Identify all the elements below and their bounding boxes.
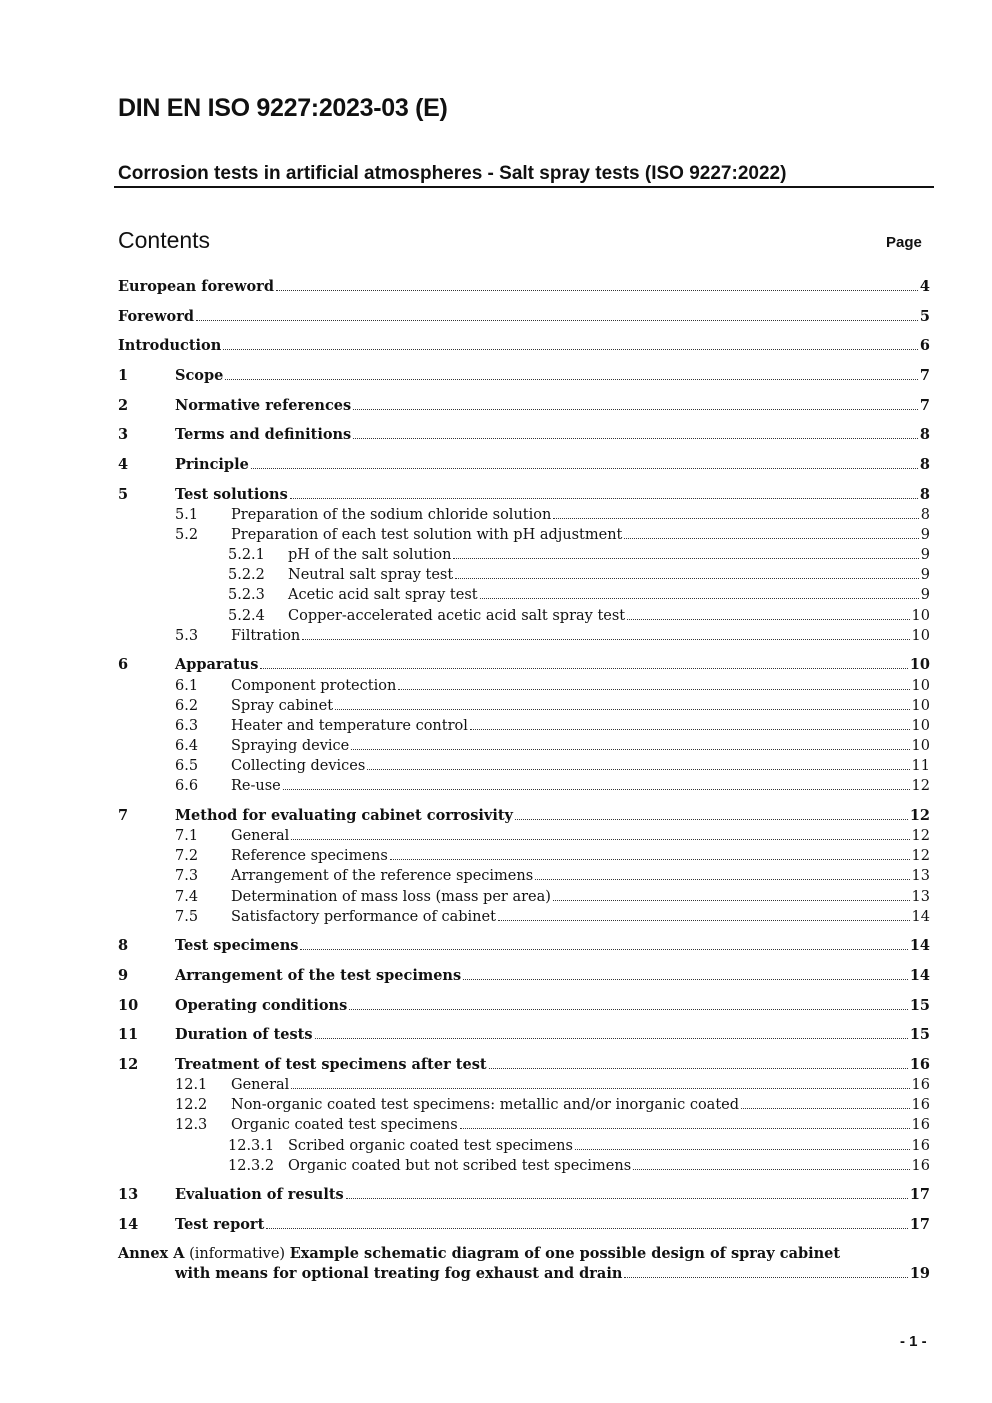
toc-entry-label: General xyxy=(231,828,290,844)
toc-entry-page: 13 xyxy=(911,868,930,884)
toc-entry-page: 10 xyxy=(909,656,930,673)
toc-entry-label: Preparation of the sodium chloride solution xyxy=(231,507,552,523)
toc-entry[interactable] xyxy=(118,425,930,445)
toc-entry-page: 9 xyxy=(920,547,930,563)
toc-entry-label: Scope xyxy=(175,367,224,384)
toc-entry[interactable] xyxy=(118,1115,930,1135)
toc-entry[interactable] xyxy=(118,366,930,386)
toc-entry-number: 7.2 xyxy=(175,848,199,864)
toc-entry-label: Test specimens xyxy=(175,937,299,954)
toc-entry-page: 10 xyxy=(911,628,930,644)
toc-entry[interactable] xyxy=(118,826,930,846)
toc-entry-number: 8 xyxy=(118,937,129,954)
toc-entry[interactable] xyxy=(118,846,930,866)
toc-entry-page: 16 xyxy=(909,1056,930,1073)
toc-entry-page: 9 xyxy=(920,567,930,583)
toc-entry-label: General xyxy=(231,1077,290,1093)
toc-entry-number: 9 xyxy=(118,967,129,984)
toc-entry[interactable] xyxy=(118,866,930,886)
toc-entry-number: 5 xyxy=(118,486,129,503)
toc-entry[interactable] xyxy=(118,1156,930,1176)
toc-entry-number: 5.1 xyxy=(175,507,199,523)
toc-entry-label: Principle xyxy=(175,456,249,473)
toc-entry-label: Method for evaluating cabinet corrosivity xyxy=(175,807,513,824)
toc-entry-page: 6 xyxy=(919,337,930,354)
toc-entry-page: 16 xyxy=(911,1138,930,1154)
dot-leader xyxy=(266,1228,908,1229)
toc-entry-label: Organic coated but not scribed test specimens xyxy=(288,1158,632,1174)
toc-entry-label: Operating conditions xyxy=(175,997,348,1014)
annex-prefix: Annex A xyxy=(118,1245,185,1262)
toc-entry-number: 1 xyxy=(118,367,129,384)
toc-entry[interactable] xyxy=(118,907,930,927)
toc-entry-label: Organic coated test specimens xyxy=(231,1117,458,1133)
annex-qualifier: (informative) xyxy=(189,1246,286,1262)
toc-entry-label: Satisfactory performance of cabinet xyxy=(231,909,496,925)
toc-entry-page: 10 xyxy=(911,608,930,624)
dot-leader xyxy=(302,639,909,640)
toc-entry-page: 9 xyxy=(920,527,930,543)
toc-entry-page: 7 xyxy=(919,367,930,384)
toc-entry-page: 13 xyxy=(911,889,930,905)
toc-entry-label: European foreword xyxy=(118,278,274,295)
toc-entry-number: 5.2.2 xyxy=(228,567,265,583)
toc-entry-label: Evaluation of results xyxy=(175,1186,344,1203)
toc-entry-number: 6.5 xyxy=(175,758,199,774)
dot-leader xyxy=(346,1198,908,1199)
dot-leader xyxy=(453,558,918,559)
toc-entry-number: 7.4 xyxy=(175,889,199,905)
toc-entry-number: 6.3 xyxy=(175,718,199,734)
toc-entry[interactable] xyxy=(118,626,930,646)
toc-entry-number: 12.3 xyxy=(175,1117,208,1133)
page-column-heading: Page xyxy=(886,234,922,251)
toc-entry-page: 16 xyxy=(911,1077,930,1093)
dot-leader xyxy=(463,979,908,980)
toc-entry-label: Spraying device xyxy=(231,738,350,754)
toc-entry-label: Acetic acid salt spray test xyxy=(288,587,478,603)
toc-entry-number: 3 xyxy=(118,426,129,443)
toc-entry-label: Foreword xyxy=(118,308,194,325)
toc-entry-page: 10 xyxy=(911,678,930,694)
dot-leader xyxy=(390,859,910,860)
dot-leader xyxy=(335,709,910,710)
dot-leader xyxy=(196,320,918,321)
dot-leader xyxy=(455,578,919,579)
dot-leader xyxy=(741,1108,910,1109)
toc-entry-page: 14 xyxy=(911,909,930,925)
toc-entry[interactable] xyxy=(118,1075,930,1095)
toc-entry-label: Heater and temperature control xyxy=(231,718,468,734)
toc-entry-label: Component protection xyxy=(231,678,397,694)
toc-entry-label: pH of the salt solution xyxy=(288,547,452,563)
toc-entry-page: 17 xyxy=(909,1186,930,1203)
toc-entry-number: 12 xyxy=(118,1056,139,1073)
dot-leader xyxy=(624,538,918,539)
toc-entry[interactable] xyxy=(118,525,930,545)
toc-entry-number: 6.1 xyxy=(175,678,199,694)
dot-leader xyxy=(553,900,910,901)
toc-entry-page: 12 xyxy=(911,778,930,794)
toc-entry[interactable] xyxy=(118,505,930,525)
toc-entry-label: Non-organic coated test specimens: metallic and/or inorganic coated xyxy=(231,1097,740,1113)
toc-entry-page: 8 xyxy=(920,507,930,523)
toc-entry[interactable] xyxy=(118,1025,930,1045)
toc-entry-label: Apparatus xyxy=(175,656,259,673)
toc-entry-page: 7 xyxy=(919,397,930,414)
toc-entry[interactable] xyxy=(118,676,930,696)
dot-leader xyxy=(353,409,918,410)
dot-leader xyxy=(470,729,910,730)
toc-entry-label: Spray cabinet xyxy=(231,698,334,714)
toc-entry-number: 11 xyxy=(118,1026,139,1043)
toc-entry[interactable] xyxy=(118,936,930,956)
toc-entry[interactable] xyxy=(118,887,930,907)
toc-entry[interactable] xyxy=(118,565,930,585)
toc-entry[interactable] xyxy=(118,1095,930,1115)
dot-leader xyxy=(498,920,910,921)
toc-entry-label: Arrangement of the reference specimens xyxy=(231,868,534,884)
dot-leader xyxy=(251,468,918,469)
toc-entry-number: 2 xyxy=(118,397,129,414)
toc-entry-page: 12 xyxy=(911,848,930,864)
dot-leader xyxy=(553,518,918,519)
toc-entry[interactable] xyxy=(118,307,930,327)
toc-entry[interactable] xyxy=(118,277,930,297)
dot-leader xyxy=(624,1277,907,1278)
toc-entry-page: 12 xyxy=(911,828,930,844)
dot-leader xyxy=(276,290,918,291)
dot-leader xyxy=(489,1068,908,1069)
dot-leader xyxy=(291,1088,909,1089)
page-footer: - 1 - xyxy=(900,1333,927,1350)
toc-entry[interactable] xyxy=(118,966,930,986)
toc-entry[interactable] xyxy=(118,606,930,626)
toc-entry-page: 14 xyxy=(909,967,930,984)
dot-leader xyxy=(315,1038,908,1039)
toc-entry-number: 5.2.4 xyxy=(228,608,265,624)
toc-entry-number: 4 xyxy=(118,456,129,473)
toc-entry-page: 14 xyxy=(909,937,930,954)
toc-entry-label: Scribed organic coated test specimens xyxy=(288,1138,573,1154)
toc-entry-number: 12.3.2 xyxy=(228,1158,275,1174)
dot-leader xyxy=(290,498,918,499)
toc-entry-number: 5.3 xyxy=(175,628,199,644)
toc-entry-number: 5.2.1 xyxy=(228,547,265,563)
annex-a-line2[interactable] xyxy=(118,1264,930,1284)
dot-leader xyxy=(225,379,918,380)
toc-entry-label: Neutral salt spray test xyxy=(288,567,454,583)
toc-entry[interactable] xyxy=(118,696,930,716)
toc-entry-page: 15 xyxy=(909,997,930,1014)
toc-entry[interactable] xyxy=(118,776,930,796)
toc-entry-page: 9 xyxy=(920,587,930,603)
toc-entry-number: 14 xyxy=(118,1216,139,1233)
toc-entry-number: 7 xyxy=(118,807,129,824)
toc-entry-number: 12.2 xyxy=(175,1097,208,1113)
dot-leader xyxy=(515,819,908,820)
toc-entry[interactable] xyxy=(118,996,930,1016)
toc-entry-page: 4 xyxy=(919,278,930,295)
toc-entry-label: Preparation of each test solution with pH adjustment xyxy=(231,527,623,543)
dot-leader xyxy=(353,438,918,439)
toc-entry-label: Test solutions xyxy=(175,486,288,503)
toc-entry-label: Collecting devices xyxy=(231,758,366,774)
toc-entry-number: 6.6 xyxy=(175,778,199,794)
dot-leader xyxy=(575,1149,910,1150)
toc-entry-label: Duration of tests xyxy=(175,1026,313,1043)
toc-entry-label: Introduction xyxy=(118,337,222,354)
toc-entry[interactable] xyxy=(118,585,930,605)
toc-entry[interactable] xyxy=(118,1215,930,1235)
toc-entry-page: 16 xyxy=(911,1097,930,1113)
toc-entry-page: 10 xyxy=(911,738,930,754)
document-subtitle: Corrosion tests in artificial atmospheres - Salt spray tests (ISO 9227:2022) xyxy=(118,163,787,184)
toc-entry[interactable] xyxy=(118,1055,930,1075)
toc-entry-number: 5.2.3 xyxy=(228,587,265,603)
toc-entry-number: 6.4 xyxy=(175,738,199,754)
toc-entry-label: Treatment of test specimens after test xyxy=(175,1056,487,1073)
toc-entry-label: Re-use xyxy=(231,778,281,794)
toc-entry-number: 7.1 xyxy=(175,828,199,844)
toc-entry-number: 10 xyxy=(118,997,139,1014)
toc-entry-page: 10 xyxy=(911,698,930,714)
dot-leader xyxy=(260,668,907,669)
toc-entry-page: 16 xyxy=(911,1117,930,1133)
toc-entry-number: 7.5 xyxy=(175,909,199,925)
toc-entry-number: 6 xyxy=(118,656,129,673)
dot-leader xyxy=(627,619,909,620)
document-title: DIN EN ISO 9227:2023-03 (E) xyxy=(118,94,448,122)
dot-leader xyxy=(535,879,909,880)
dot-leader xyxy=(291,839,909,840)
toc-entry-page: 10 xyxy=(911,718,930,734)
toc-entry-number: 5.2 xyxy=(175,527,199,543)
toc-entry[interactable] xyxy=(118,806,930,826)
toc-entry[interactable] xyxy=(118,396,930,416)
toc-entry[interactable] xyxy=(118,736,930,756)
dot-leader xyxy=(351,749,909,750)
dot-leader xyxy=(633,1169,909,1170)
toc-entry-number: 12.1 xyxy=(175,1077,208,1093)
toc-entry[interactable] xyxy=(118,485,930,505)
toc-entry-label: Filtration xyxy=(231,628,301,644)
annex-page-number: 19 xyxy=(909,1265,930,1282)
toc-entry-label: Copper-accelerated acetic acid salt spray test xyxy=(288,608,626,624)
toc-entry[interactable] xyxy=(118,756,930,776)
dot-leader xyxy=(480,598,919,599)
toc-entry-number: 13 xyxy=(118,1186,139,1203)
toc-entry-number: 6.2 xyxy=(175,698,199,714)
toc-entry-page: 17 xyxy=(909,1216,930,1233)
dot-leader xyxy=(398,689,909,690)
dot-leader xyxy=(460,1128,910,1129)
toc-entry[interactable] xyxy=(118,545,930,565)
toc-entry[interactable] xyxy=(118,336,930,356)
toc-entry-page: 12 xyxy=(909,807,930,824)
dot-leader xyxy=(349,1009,908,1010)
toc-entry[interactable] xyxy=(118,716,930,736)
toc-entry-page: 8 xyxy=(919,486,930,503)
toc-entry-label: Determination of mass loss (mass per area) xyxy=(231,889,551,905)
toc-entry[interactable] xyxy=(118,1136,930,1156)
annex-a-line1 xyxy=(118,1244,840,1264)
dot-leader xyxy=(283,789,910,790)
toc-entry-page: 8 xyxy=(919,456,930,473)
toc-entry-page: 11 xyxy=(911,758,930,774)
contents-heading: Contents xyxy=(118,227,211,253)
toc-entry[interactable] xyxy=(118,1185,930,1205)
toc-entry[interactable] xyxy=(118,455,930,475)
toc-entry-page: 5 xyxy=(919,308,930,325)
toc-entry-page: 16 xyxy=(911,1158,930,1174)
toc-entry-number: 7.3 xyxy=(175,868,199,884)
toc-entry[interactable] xyxy=(118,655,930,675)
toc-entry-page: 8 xyxy=(919,426,930,443)
toc-entry-label: Test report xyxy=(175,1216,265,1233)
dot-leader xyxy=(367,769,909,770)
toc-entry-label: Normative references xyxy=(175,397,352,414)
dot-leader xyxy=(300,949,907,950)
toc-entry-label: Arrangement of the test specimens xyxy=(175,967,462,984)
toc-entry-page: 15 xyxy=(909,1026,930,1043)
annex-title-line1: Example schematic diagram of one possible design of spray cabinet xyxy=(289,1245,841,1262)
toc-entry-label: Reference specimens xyxy=(231,848,388,864)
toc-entry-number: 12.3.1 xyxy=(228,1138,275,1154)
toc-entry-label: Terms and definitions xyxy=(175,426,352,443)
annex-title-line2: with means for optional treating fog exhaust and drain xyxy=(175,1265,623,1282)
dot-leader xyxy=(223,349,918,350)
